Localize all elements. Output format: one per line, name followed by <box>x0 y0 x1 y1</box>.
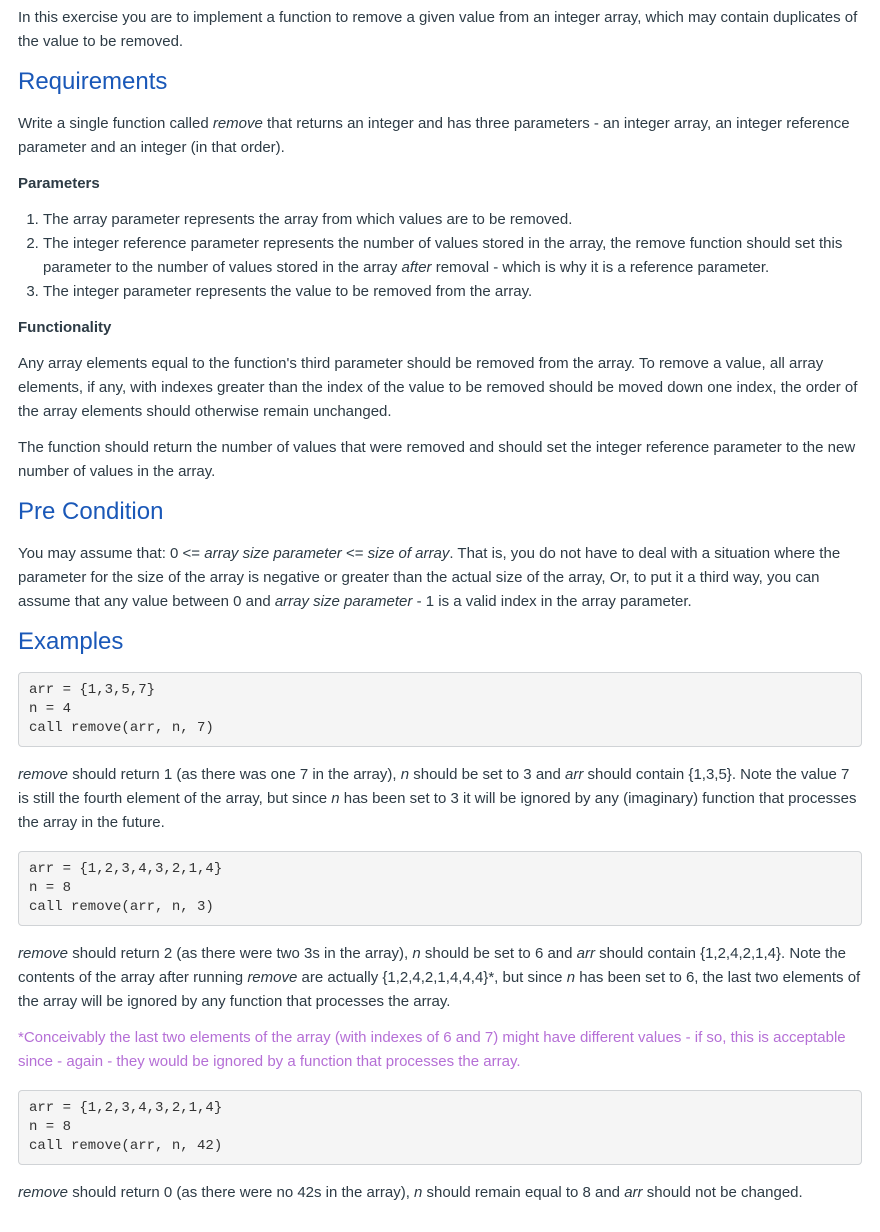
code-line: call remove(arr, n, 3) <box>29 899 214 915</box>
examples-heading: Examples <box>18 628 124 655</box>
code-line: call remove(arr, n, 7) <box>29 720 214 736</box>
code-line: call remove(arr, n, 42) <box>29 1138 223 1154</box>
example-3-explanation: remove should return 0 (as there were no 42s in the array), n should remain equal to 8 and arr should not be changed. <box>18 1184 803 1201</box>
parameters-heading: Parameters <box>18 175 100 192</box>
code-line: n = 4 <box>29 701 72 717</box>
intro-paragraph: In this exercise you are to implement a function to remove a given value from an integer array, which may contain duplicates of the value to be removed. <box>18 9 858 50</box>
code-line: arr = {1,2,3,4,3,2,1,4} <box>29 1100 223 1116</box>
code-line: arr = {1,2,3,4,3,2,1,4} <box>29 861 223 877</box>
example-1-explanation: remove should return 1 (as there was one 7 in the array), n should be set to 3 and arr should contain {1,3,5}. Note the value 7 is still the fourth element of the array, but since n has been set to 3 it will be ignored by any (imaginary) function that processes the array in the future. <box>18 766 857 831</box>
function-name: remove <box>212 115 263 132</box>
code-line: n = 8 <box>29 880 72 896</box>
example-2-explanation: remove should return 2 (as there were two 3s in the array), n should be set to 6 and arr should contain {1,2,4,2,1,4}. Note the contents of the array after running remove are actually {1,2,4,2,1,4,4,4}*, but since n has been set to 6, the last two elements of the array will be ignored by any function that processes the array. <box>18 945 861 1010</box>
code-block-example-1 <box>18 672 862 747</box>
code-block-example-3 <box>18 1090 862 1165</box>
example-2-footnote: *Conceivably the last two elements of the array (with indexes of 6 and 7) might have different values - if so, this is acceptable since - again - they would be ignored by a function that processes the array. <box>18 1029 846 1070</box>
precondition-heading: Pre Condition <box>18 498 164 525</box>
functionality-paragraph: The function should return the number of values that were removed and should set the integer reference parameter to the new number of values in the array. <box>18 439 856 480</box>
functionality-paragraph: Any array elements equal to the function's third parameter should be removed from the array. To remove a value, all array elements, if any, with indexes greater than the index of the value to be removed should be moved down one index, the order of the array elements should otherwise remain unchanged. <box>18 355 858 420</box>
code-line: n = 8 <box>29 1119 72 1135</box>
list-item: 3. The integer parameter represents the value to be removed from the array. <box>43 280 862 304</box>
parameters-list <box>18 208 862 304</box>
requirements-description: Write a single function called remove that returns an integer and has three parameters - an integer array, an integer reference parameter and an integer (in that order). <box>18 115 850 156</box>
precondition-paragraph: You may assume that: 0 <= array size parameter <= size of array. That is, you do not have to deal with a situation where the parameter for the size of the array is negative or greater than the actual size of the array, Or, to put it a third way, you can assume that any value between 0 and array size parameter - 1 is a valid index in the array parameter. <box>18 545 841 610</box>
requirements-heading: Requirements <box>18 68 168 95</box>
functionality-heading: Functionality <box>18 319 112 336</box>
code-line: arr = {1,3,5,7} <box>29 682 156 698</box>
list-item: 1. The array parameter represents the array from which values are to be removed. <box>43 208 862 232</box>
code-block-example-2 <box>18 851 862 926</box>
list-item: 2. The integer reference parameter represents the number of values stored in the array, the remove function should set this parameter to the number of values stored in the array after removal - which is why it is a reference parameter. <box>43 232 862 280</box>
